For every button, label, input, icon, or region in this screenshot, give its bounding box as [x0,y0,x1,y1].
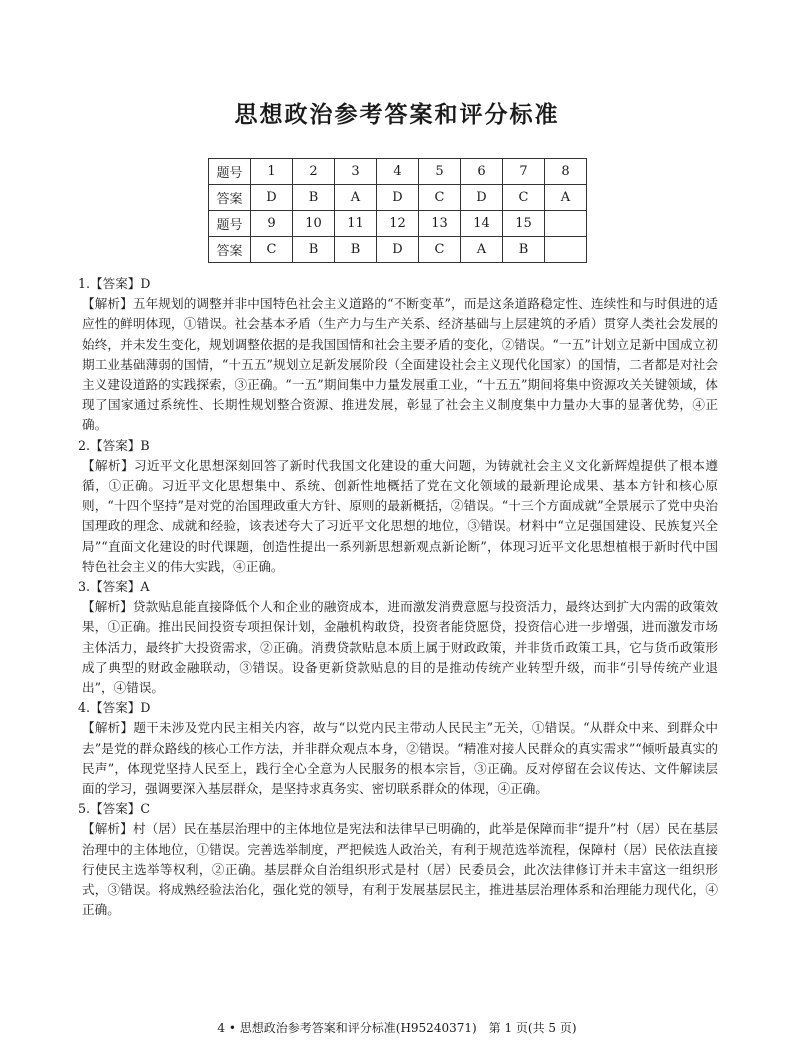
table-cell: 4 [377,159,419,185]
table-cell: 2 [293,159,335,185]
answer-heading: 5.【答案】C [78,801,151,817]
table-cell: 11 [335,211,377,237]
table-row [209,211,587,237]
table-cell: 9 [251,211,293,237]
table-cell: 5 [419,159,461,185]
table-cell: 题号 [209,211,251,237]
table-cell: C [251,237,293,263]
table-cell: B [293,237,335,263]
table-cell: 15 [503,211,545,237]
answer-heading: 2.【答案】B [78,437,150,453]
analysis-paragraph: 【解析】村（居）民在基层治理中的主体地位是宪法和法律早已明确的，此举是保障而非“提升”村（居）民在基层治理中的主体地位，①错误。完善选举制度，严把候选人政治关，有利于规范选举流程，保障村（居）民依法直接行使民主选举等权利，②正确。基层群众自治组织形式是村（居）民委员会，此次法律修订并未丰富这一组织形式，③错误。将成熟经验法治化，强化党的领导，有利于发展基层民主，推进基层治理体系和治理能力现代化，④正确。 [82,821,718,918]
analysis-paragraph: 【解析】题干未涉及党内民主相关内容，故与“以党内民主带动人民民主”无关，①错误。“从群众中来、到群众中去”是党的群众路线的核心工作方法，并非群众观点本身，②错误。“精准对接人民群众的真实需求”“倾听最真实的民声”，体现党坚持人民至上，践行全心全意为人民服务的根本宗旨，③正确。反对停留在会议传达、文件解读层面的学习，强调要深入基层群众，是坚持求真务实、密切联系群众的体现，④正确。 [82,720,718,797]
question-block [78,577,718,698]
table-cell: C [419,185,461,211]
table-cell [545,211,587,237]
table-cell: 答案 [209,185,251,211]
question-block [78,799,718,920]
table-cell: B [335,237,377,263]
table-cell: 6 [461,159,503,185]
question-block [78,698,718,799]
table-cell: B [503,237,545,263]
table-cell: A [335,185,377,211]
table-cell: D [251,185,293,211]
table-cell: 答案 [209,237,251,263]
analysis-paragraph: 【解析】贷款贴息能直接降低个人和企业的融资成本，进而激发消费意愿与投资活力，最终达到扩大内需的政策效果，①正确。推出民间投资专项担保计划，金融机构敢贷，投资者能贷愿贷，投资信心进一步增强，进而激发市场主体活力，最终扩大投资需求，②正确。消费贷款贴息本质上属于财政政策，并非货币政策工具，它与货币政策形成了典型的财政金融联动，③错误。设备更新贷款贴息的目的是推动传统产业转型升级，而非“引导传统产业退出”，④错误。 [82,599,718,696]
table-cell: 10 [293,211,335,237]
answer-heading: 3.【答案】A [78,579,150,595]
table-cell: C [503,185,545,211]
analysis-paragraph: 【解析】五年规划的调整并非中国特色社会主义道路的“不断变革”，而是这条道路稳定性、连续性和与时俱进的适应性的鲜明体现，①错误。社会基本矛盾（生产力与生产关系、经济基础与上层建筑的矛盾）贯穿人类社会发展的始终，并未发生变化，规划调整依据的是我国国情和社会主要矛盾的变化，②错误。“一五”计划立足新中国成立初期工业基础薄弱的国情，“十五五”规划立足新发展阶段（全面建设社会主义现代化国家）的国情，二者都是对社会主义建设道路的实践探索，③正确。“一五”期间集中力量发展重工业，“十五五”期间将集中资源攻关关键领域，体现了国家通过系统性、长期性规划整合资源、推进发展，彰显了社会主义制度集中力量办大事的显著优势，④正确。 [82,296,718,433]
table-cell: 13 [419,211,461,237]
table-cell: 题号 [209,159,251,185]
table-cell: A [545,185,587,211]
table-cell: A [461,237,503,263]
table-row [209,185,587,211]
table-cell: 1 [251,159,293,185]
table-cell: 12 [377,211,419,237]
page-footer: 4 • 思想政治参考答案和评分标准(H95240371) 第 1 页(共 5 页) [217,1021,577,1035]
table-cell: 14 [461,211,503,237]
page-title: 思想政治参考答案和评分标准 [234,102,560,128]
table-row [209,237,587,263]
table-cell: D [461,185,503,211]
table-cell: 8 [545,159,587,185]
table-cell [545,237,587,263]
answer-heading: 4.【答案】D [78,700,151,716]
answer-explanations [78,274,718,921]
table-cell: D [377,237,419,263]
analysis-paragraph: 【解析】习近平文化思想深刻回答了新时代我国文化建设的重大问题，为铸就社会主义文化新辉煌提供了根本遵循，①正确。习近平文化思想集中、系统、创新性地概括了党在文化领域的最新理论成果、基本方针和核心原则，“十四个坚持”是对党的治国理政重大方针、原则的最新概括，②错误。“十三个方面成就”全景展示了党中央治国理政的理念、成就和经验，该表述夸大了习近平文化思想的地位，③错误。材料中“立足强国建设、民族复兴全局”“直面文化建设的时代课题，创造性提出一系列新思想新观点新论断”，体现习近平文化思想植根于新时代中国特色社会主义的伟大实践，④正确。 [82,457,718,574]
answer-heading: 1.【答案】D [78,276,151,291]
table-row [209,159,587,185]
table-cell: C [419,237,461,263]
question-block [78,436,718,577]
table-cell: B [293,185,335,211]
question-block [78,274,718,436]
table-cell: 7 [503,159,545,185]
table-cell: 3 [335,159,377,185]
answer-table [208,158,587,263]
table-cell: D [377,185,419,211]
